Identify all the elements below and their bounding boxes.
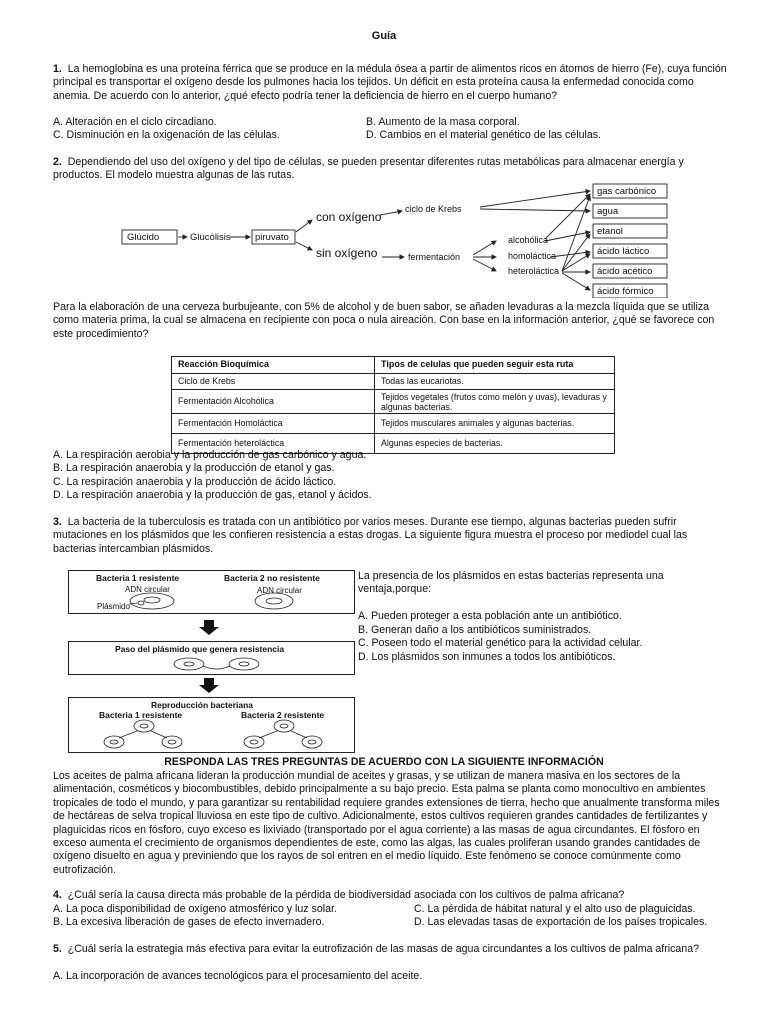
adn-label: ADN circular — [257, 586, 302, 595]
option-a[interactable]: A. Pueden proteger a esta población ante un antibiótico. — [358, 610, 622, 622]
option-c[interactable]: C. Disminución en la oxigenación de las células. — [53, 129, 280, 141]
product-label: ácido láctico — [597, 246, 650, 257]
option-d[interactable]: D. Los plásmidos son inmunes a todos los antibióticos. — [358, 651, 616, 663]
table-cell: Tejidos vegetales (frutos como melón y uvas), levaduras y algunas bacterias. — [375, 390, 615, 414]
heterolactica-label: heteroláctica — [508, 266, 560, 276]
plasmido-label: Plásmido — [97, 602, 130, 611]
down-arrow-icon — [198, 620, 220, 636]
option-d[interactable]: D. La respiración anaerobia y la producción de gas, etanol y ácidos. — [53, 489, 372, 501]
question-text: Dependiendo del uso del oxígeno y del tipo de células, se pueden presentar diferentes rutas metabólicas para almacenar energía y productos. El modelo muestra algunas de las rutas. — [53, 156, 684, 182]
question-text: La hemoglobina es una proteína férrica que se produce en la médula ósea a partir de alimentos ricos en átomos de hierro (Fe), cuya función principal es transportar el oxígeno desde los pulmones hacia los tejidos. Un déficit en esta proteína causa la enfermedad conocida como anemia. De acuerdo con lo anterior, ¿qué efecto podría tener la deficiencia de hierro en el cuerpo humano? — [53, 63, 727, 102]
reaction-table — [171, 356, 615, 454]
question-number: 5. — [53, 943, 62, 955]
question-2 — [53, 156, 733, 183]
info-text: Los aceites de palma africana lideran la producción mundial de aceites y grasas, y se utilizan de manera masiva en los sectores de la alimentación, cosméticos y biocombustibles, debido principalmente a su bajo precio. Esta palma se planta como monocultivo en ambientes tropicales de todo el mundo, y para garantizar su rentabilidad requiere grandes extensiones de tierra, hecho que anualmente transforma miles de hectáreas de selva tropical lluviosa en este tipo de cultivo. Adicionalmente, estos cultivos requieren grandes cantidades de fertilizantes y plaguicidas ricos en fósforo, cuyo exceso es lixiviado (transportado por el agua corriente) a las masas de agua circundantes. El fósforo en exceso aumenta el crecimiento de organismos dependientes de este, como las algas, las cuales proliferan usando grandes cantidades de oxígeno disuelto en agua y previniendo que los rayos de sol entren en el medio líquido. Este fenómeno se conoce comúnmente como eutrofización. — [53, 770, 720, 876]
figure-step-3 — [68, 697, 355, 753]
alcoholica-label: alcohólica — [508, 235, 549, 245]
table-row — [172, 390, 615, 414]
page-title: Guía — [371, 30, 397, 42]
product-label: etanol — [597, 226, 623, 237]
option-a[interactable]: A. La respiración aerobia y la producción de gas carbónico y agua. — [53, 449, 367, 461]
glucido-label: Glúcido — [127, 232, 160, 243]
table-cell: Todas las eucariotas. — [375, 374, 615, 390]
info-heading: RESPONDA LAS TRES PREGUNTAS DE ACUERDO CON LA SIGUIENTE INFORMACIÓN — [164, 756, 604, 768]
table-cell: Tejidos musculares animales y algunas bacterias. — [375, 414, 615, 434]
option-d[interactable]: D. Las elevadas tasas de exportación de los países tropicales. — [414, 916, 708, 928]
question-3-prompt: La presencia de los plásmidos en estas bacterias representa una ventaja,porque: — [358, 570, 664, 596]
option-c[interactable]: C. La pérdida de hábitat natural y el alto uso de plaguicidas. — [414, 903, 696, 915]
bacteria-2-label: Bacteria 2 resistente — [241, 710, 325, 720]
table-row — [172, 414, 615, 434]
table-header: Tipos de celulas que pueden seguir esta ruta — [375, 357, 615, 374]
question-number: 4. — [53, 889, 62, 901]
homolactica-label: homoláctica — [508, 251, 557, 261]
table-cell: Ciclo de Krebs — [172, 374, 375, 390]
bacteria-1-label: Bacteria 1 resistente — [96, 573, 180, 583]
option-b[interactable]: B. Generan daño a los antibióticos suministrados. — [358, 624, 592, 636]
conjugation-drawing — [69, 642, 354, 674]
product-label: ácido acético — [597, 266, 653, 277]
down-arrow-icon — [198, 678, 220, 694]
reproduccion-label: Reproducción bacteriana — [151, 700, 254, 710]
option-d[interactable]: D. Cambios en el material genético de las células. — [366, 129, 601, 141]
adn-label: ADN circular — [125, 585, 170, 594]
option-c[interactable]: C. Poseen todo el material genético para la actividad celular. — [358, 637, 643, 649]
bacteria-1-label: Bacteria 1 resistente — [99, 710, 183, 720]
option-a[interactable]: A. La poca disponibilidad de oxígeno atmosférico y luz solar. — [53, 903, 337, 915]
option-b[interactable]: B. La respiración anaerobia y la producción de etanol y gas. — [53, 462, 335, 474]
option-b[interactable]: B. La excesiva liberación de gases de efecto invernadero. — [53, 916, 325, 928]
piruvato-label: piruvato — [255, 232, 289, 243]
question-text: ¿Cuál sería la causa directa más probable de la pérdida de biodiversidad asociada con los cultivos de palma africana? — [67, 889, 625, 901]
fermentacion-label: fermentación — [408, 252, 461, 262]
question-number: 3. — [53, 516, 62, 528]
krebs-label: ciclo de Krebs — [405, 204, 462, 214]
table-cell: Fermentación heteroláctica — [172, 434, 375, 454]
table-header-row — [172, 357, 615, 374]
table-row — [172, 374, 615, 390]
metabolic-pathway-diagram — [110, 180, 670, 298]
question-3 — [53, 516, 733, 556]
figure-step-1 — [68, 570, 355, 614]
bacteria-2-label: Bacteria 2 no resistente — [224, 573, 320, 583]
table-cell: Fermentación Alcohólica — [172, 390, 375, 414]
paso-label: Paso del plásmido que genera resistencia — [115, 644, 285, 654]
question-4 — [53, 889, 733, 902]
question-5 — [53, 943, 733, 956]
bacteria-drawing — [69, 571, 354, 613]
product-label: gas carbónico — [597, 186, 657, 197]
question-text: La bacteria de la tuberculosis es tratada con un antibiótico por varios meses. Durante ese tiempo, algunas bacterias pueden sufrir mutaciones en los plásmidos que les confieren resistencia a estas drogas. La siguiente figura muestra el proceso por mediodel cual las bacterias intercambian plásmidos. — [53, 516, 688, 555]
reproduction-drawing — [69, 698, 354, 752]
question-1 — [53, 63, 733, 103]
option-b[interactable]: B. Aumento de la masa corporal. — [366, 116, 520, 128]
sin-oxigeno-label: sin oxígeno — [316, 246, 378, 260]
glucolisis-label: Glucólisis — [190, 232, 231, 243]
option-c[interactable]: C. La respiración anaerobia y la producción de ácido láctico. — [53, 476, 337, 488]
question-number: 1. — [53, 63, 62, 75]
question-text: ¿Cuál sería la estrategia más efectiva para evitar la eutrofización de las masas de agua circundantes a los cultivos de palma africana? — [67, 943, 699, 955]
product-label: ácido fórmico — [597, 286, 654, 297]
table-header: Reacción Bioquímica — [172, 357, 375, 374]
option-a[interactable]: A. La incorporación de avances tecnológicos para el procesamiento del aceite. — [53, 970, 423, 982]
question-2-context: Para la elaboración de una cerveza burbujeante, con 5% de alcohol y de buen sabor, se añaden levaduras a la mezcla líquida que se utiliza como materia prima, la cual se almacena en recipiente con poca o nula aireación. Con base en la información anterior, ¿qué se favorece con este procedimiento? — [53, 301, 715, 340]
question-number: 2. — [53, 156, 62, 168]
table-cell: Fermentación Homoláctica — [172, 414, 375, 434]
product-label: agua — [597, 206, 619, 217]
table-cell: Algunas especies de bacterias. — [375, 434, 615, 454]
figure-step-2 — [68, 641, 355, 675]
option-a[interactable]: A. Alteración en el ciclo circadiano. — [53, 116, 217, 128]
con-oxigeno-label: con oxígeno — [316, 210, 382, 224]
